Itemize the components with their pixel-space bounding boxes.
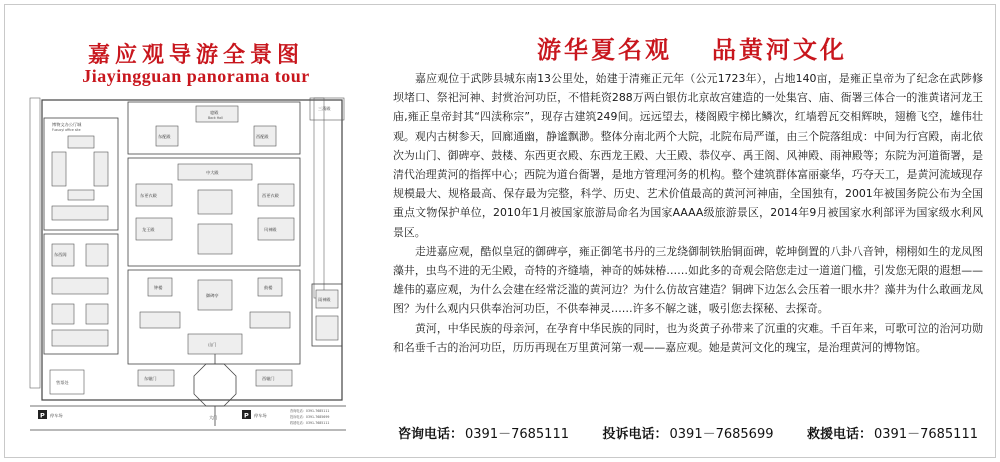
map-tel-1: 咨询电话：0391-7685111 xyxy=(290,409,330,413)
central-hall-label: 中大殿 xyxy=(206,170,219,175)
contact-rescue-label: 救援电话： xyxy=(807,427,873,442)
middle-hall xyxy=(198,224,232,254)
contact-rescue-number: 0391－7685111 xyxy=(874,427,978,442)
entrance-label: 大门 xyxy=(209,415,218,420)
left-building-b xyxy=(86,244,108,266)
office-building-5 xyxy=(52,206,108,220)
left-wing-label: 东配殿 xyxy=(158,134,171,139)
top-right-label: 三清殿 xyxy=(318,106,331,111)
map-tel-3: 救援电话：0391-7685111 xyxy=(290,421,330,425)
office-building-2 xyxy=(52,152,66,186)
stele-pavilion-label: 御碑亭 xyxy=(206,293,219,298)
contact-inquiry-number: 0391－7685111 xyxy=(465,427,569,442)
contact-complaint-number: 0391－7685699 xyxy=(669,427,774,442)
map-tel-2: 投诉电话：0391-7685699 xyxy=(290,415,330,419)
west-gate-label: 西辕门 xyxy=(262,376,275,381)
headline xyxy=(472,30,912,65)
contact-inquiry xyxy=(398,423,569,442)
lower-building-right xyxy=(250,312,290,328)
parking-left-glyph: P xyxy=(40,411,45,420)
office-building-4 xyxy=(68,190,94,200)
right-wing-label: 西配殿 xyxy=(256,134,269,139)
office-building-3 xyxy=(94,152,108,186)
back-hall-label: 寝殿 xyxy=(210,110,219,115)
mountain-gate-label: 山门 xyxy=(208,342,217,347)
panorama-map xyxy=(28,94,350,432)
left-building-e xyxy=(86,304,108,324)
article-paragraph: 走进嘉应观，酷似皇冠的御碑亭，雍正御笔书丹的三龙绕御制铁胎铜面碑，乾坤倒置的八卦八音钟，栩栩如生的龙凤图藻井，虫鸟不进的无尘殿，奇特的齐缝墙，神奇的姊妹椿……如此多的奇观会陪您走过一道道门槛，引发您无限的遐想——雄伟的嘉应观，为什么会建在经常泛滥的黄河边？为什么仿故宫建造？铜碑下边怎么会压着一眼水井？藻井为什么敢画龙凤图？为什么观内只供奉治河功臣，不供奉神灵……许多不解之谜，吸引您去探秘、去探奇。 xyxy=(393,244,983,316)
contact-rescue xyxy=(807,423,978,442)
east-gate-label: 东辕门 xyxy=(144,376,157,381)
headline-left: 游华夏名观 xyxy=(537,35,672,64)
east-hall-label: 东更衣殿 xyxy=(140,193,157,198)
map-title: 嘉应观导游全景图 xyxy=(87,42,304,68)
map-title-english: Jiayingguan panorama tour xyxy=(82,66,310,86)
lower-building-left xyxy=(140,312,180,328)
article-body xyxy=(393,69,983,357)
contact-complaint-label: 投诉电话： xyxy=(602,427,668,442)
contact-bar xyxy=(398,423,978,442)
contact-complaint xyxy=(603,423,774,442)
office-label-en: Fuzuoyi office site xyxy=(52,128,81,132)
left-building-c xyxy=(52,278,108,294)
bell-tower-label: 钟楼 xyxy=(154,285,163,290)
drum-tower-label: 鼓楼 xyxy=(264,285,273,290)
right-building-a-label: 雨神殿 xyxy=(318,297,331,302)
parking-left-label: 停车场 xyxy=(50,413,63,418)
contact-inquiry-label: 咨询电话： xyxy=(398,427,464,442)
left-building-f xyxy=(52,330,108,346)
middle-pavilion xyxy=(198,190,232,214)
ticket-office-label: 售票处 xyxy=(56,380,69,385)
parking-right-glyph: P xyxy=(244,411,249,420)
parking-right-label: 停车场 xyxy=(254,413,267,418)
left-strip xyxy=(30,98,40,388)
right-building-b xyxy=(316,316,338,340)
office-building-1 xyxy=(68,136,94,148)
right-strip xyxy=(314,98,324,298)
west-hall-label: 西更衣殿 xyxy=(262,193,279,198)
article-paragraph: 嘉应观位于武陟县城东南13公里处，始建于清雍正元年（公元1723年），占地140亩，是雍正皇帝为了纪念在武陟修坝堵口、祭祀河神、封赏治河功臣，不惜耗资288万两白银仿北京故宫建造的一处集宫、庙、衙署三体合一的淮黄诸河龙王庙,雍正皇帝封其“四渎称宗”，现存古建筑249间。远远望去，楼阁殿宇梯比鳞次，红墙碧瓦交相辉映，翅檐飞空，雄伟壮观。观内古树参天，回廊通幽，静谧飘渺。整体分南北两个大院，北院布局严谨，由三个院落组成：中间为行宫殿，南北依次为山门、御碑亭、鼓楼、东西更衣殿、东西龙王殿、大王殿、恭仪亭、禹王阁、风神殿、雨神殿等；东院为河道衙署，是清代治理黄河的指挥中心；西院为道台衙署，是地方管理河务的机构。整个建筑群体富丽豪华，巧夺天工，是黄河流域现存规模最大、规格最高、保存最为完整，科学、历史、艺术价值最高的黄河河神庙，全国独有，2001年被国务院公布为全国重点文物保护单位，2010年1月被国家旅游局命名为国家AAAA级旅游景区，2014年9月被国家水利部评为国家级水利风景区。 xyxy=(393,72,983,239)
left-building-a-label: 东西阁 xyxy=(54,252,67,257)
map-drawing xyxy=(28,94,350,432)
office-label: 博物文办公厅城 xyxy=(52,122,82,127)
article-paragraph: 黄河，中华民族的母亲河，在孕育中华民族的同时，也为炎黄子孙带来了沉重的灾难。千百年来，可歌可泣的治河功勋和名垂千古的治河功臣，历历再现在万里黄河第一观——嘉应观。她是黄河文化的瑰宝，是治理黄河的博物馆。 xyxy=(393,321,983,354)
dragon-right-label: 风神殿 xyxy=(264,227,277,232)
left-building-d xyxy=(52,304,74,324)
back-hall-label-en: Back Hall xyxy=(208,116,223,120)
headline-right: 品黄河文化 xyxy=(712,35,847,64)
dragon-left-label: 龙王殿 xyxy=(142,227,155,232)
